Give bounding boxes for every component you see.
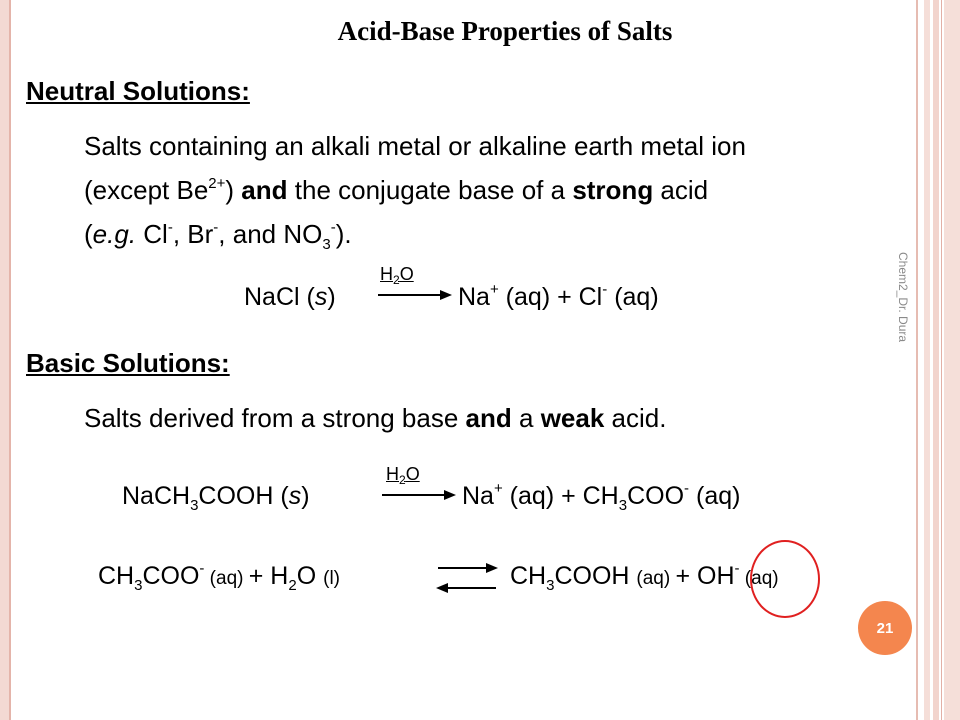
equilibrium-reactants: $CH_3COO^-$ $(aq) + H_2O$ (l)	[98, 560, 341, 594]
page-number-badge: 21	[858, 601, 912, 655]
reaction-arrow-icon	[376, 288, 456, 302]
nacl-reactant: NaCl (s)	[244, 283, 336, 311]
left-border-line	[9, 0, 11, 720]
solvent-label: $H_2O$	[380, 264, 414, 287]
slide-title: Acid-Base Properties of Salts	[337, 16, 673, 46]
solvent-label: $H_2O$	[386, 464, 420, 487]
basic-heading: Basic Solutions:	[26, 348, 230, 378]
neutral-line-2: (except $Be^{2+}$) and the conjugate base of a strong acid	[84, 175, 709, 205]
sidebar-author-text: Chem2_Dr. Dura	[896, 252, 910, 343]
reaction-arrow-icon	[380, 488, 460, 502]
neutral-line-3: (e.g. Cl-, Br-, and $NO_3^-$).	[84, 219, 352, 253]
right-border-line	[916, 0, 918, 720]
basic-description: Salts derived from a strong base and a weak acid.	[84, 403, 667, 433]
right-border-stripe	[924, 0, 930, 720]
nach3cooh-products: Na+ $(aq) + CH_3COO^-$ (aq)	[462, 480, 741, 514]
nach3cooh-reactant: NaCH$_3$COOH (s)	[122, 482, 310, 514]
right-border-line	[941, 0, 942, 720]
left-border-stripe	[0, 0, 9, 720]
neutral-heading: Neutral Solutions:	[26, 76, 250, 106]
nacl-products: Na+ (aq) + Cl- (aq)	[458, 281, 659, 311]
right-border-stripe	[944, 0, 960, 720]
neutral-description	[84, 124, 746, 256]
right-border-stripe	[933, 0, 939, 720]
equilibrium-arrow-icon	[434, 558, 500, 598]
hydroxide-highlight-circle	[750, 540, 820, 618]
equilibrium-products: $CH_3COOH$ (aq) + OH- (aq)	[510, 560, 779, 594]
neutral-line-1: Salts containing an alkali metal or alkaline earth metal ion	[84, 131, 746, 161]
